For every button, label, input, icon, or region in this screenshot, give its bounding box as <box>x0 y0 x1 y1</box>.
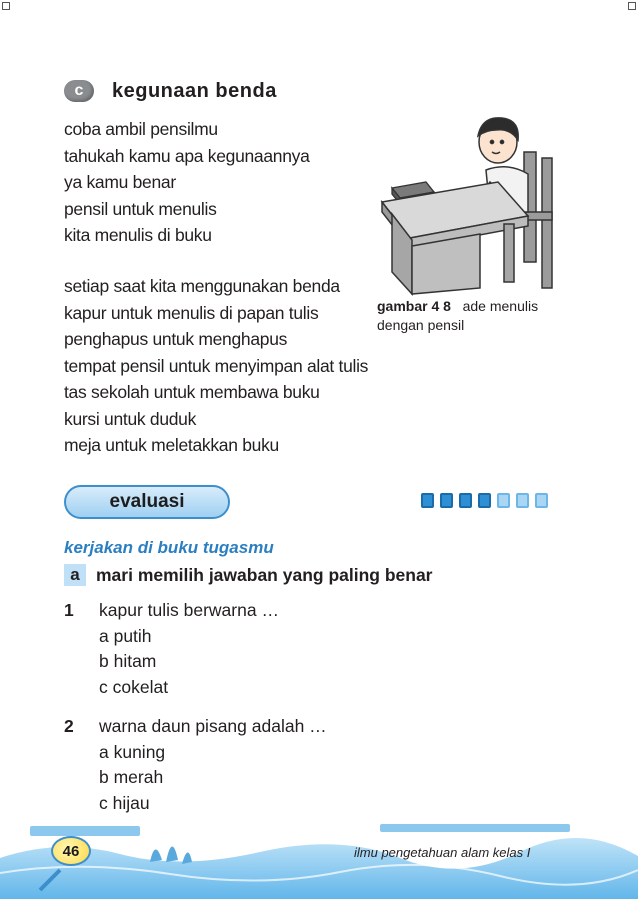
answer-option: c cokelat <box>99 677 169 697</box>
text-line: penghapus untuk menghapus <box>64 329 288 349</box>
footer-wave-decoration <box>0 818 638 899</box>
paragraph-1 <box>64 116 310 249</box>
answer-option: c hijau <box>99 793 150 813</box>
section-title: kegunaan benda <box>112 79 277 102</box>
text-line: kita menulis di buku <box>64 225 212 245</box>
part-badge: a <box>64 564 86 586</box>
fence-decoration <box>30 824 570 836</box>
crop-mark-top-right <box>628 2 636 10</box>
section-badge: c <box>64 80 94 102</box>
progress-squares <box>421 493 548 508</box>
text-line: kursi untuk duduk <box>64 408 197 429</box>
question-text: kapur tulis berwarna … <box>99 600 279 620</box>
paragraph-2 <box>64 273 368 459</box>
progress-square <box>516 493 529 508</box>
text-line: ya kamu benar <box>64 172 176 192</box>
progress-square <box>459 493 472 508</box>
progress-square <box>421 493 434 508</box>
instruction-text: kerjakan di buku tugasmu <box>64 538 274 557</box>
crop-mark-top-left <box>2 2 10 10</box>
question-number: 1 <box>64 600 74 620</box>
answer-option: b merah <box>99 767 164 787</box>
progress-square <box>497 493 510 508</box>
illustration-child-writing <box>378 112 558 297</box>
text-line: kapur untuk menulis di papan tulis <box>64 302 319 323</box>
part-title: mari memilih jawaban yang paling benar <box>96 564 433 585</box>
caption-label: gambar 4 8 <box>377 298 451 314</box>
caption-text: ade menulis dengan pensil <box>377 298 539 333</box>
evaluation-title: evaluasi <box>64 485 230 519</box>
text-line: tahukah kamu apa kegunaannya <box>64 145 310 166</box>
progress-square <box>440 493 453 508</box>
desk-illustration <box>382 182 528 294</box>
answer-option: b hitam <box>99 651 157 671</box>
text-line: pensil untuk menulis <box>64 198 217 219</box>
progress-square <box>478 493 491 508</box>
text-line: coba ambil pensilmu <box>64 119 218 139</box>
figure-caption <box>377 297 577 335</box>
part-heading <box>64 564 432 586</box>
question-text: warna daun pisang adalah … <box>99 716 327 736</box>
answer-option: a kuning <box>99 742 166 762</box>
page-number: 46 <box>51 836 91 866</box>
progress-square <box>535 493 548 508</box>
section-heading <box>64 78 277 104</box>
text-line: setiap saat kita menggunakan benda <box>64 276 340 296</box>
text-line: tempat pensil untuk menyimpan alat tulis <box>64 355 369 376</box>
text-line: meja untuk meletakkan buku <box>64 435 279 455</box>
book-title: ilmu pengetahuan alam kelas I <box>354 845 531 860</box>
answer-option: a putih <box>99 626 152 646</box>
text-line: tas sekolah untuk membawa buku <box>64 382 320 402</box>
question-number: 2 <box>64 716 74 736</box>
